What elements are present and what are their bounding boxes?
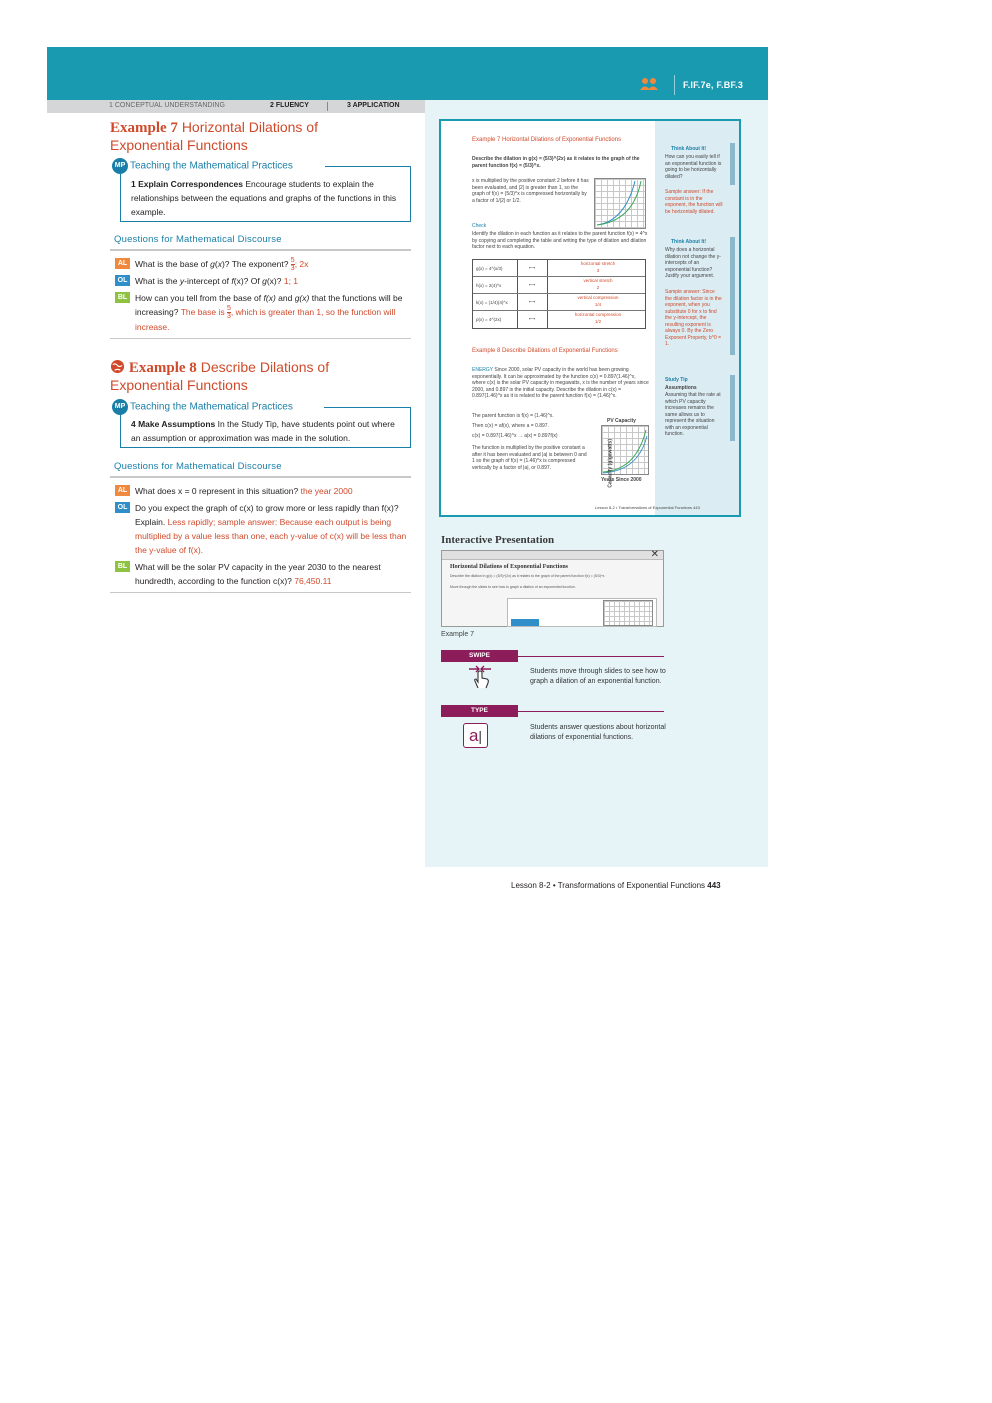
q-text: Do you expect the graph of c(x) to grow more or less rapidly than f(x)? Explain. bbox=[135, 503, 399, 527]
header-separator bbox=[674, 75, 675, 95]
q-var: y bbox=[179, 276, 185, 286]
footer-title: Transformations of Exponential Functions bbox=[557, 881, 708, 890]
slide-line1: Describe the dilation in g(x) = (5/3)^(2x) as it relates to the graph of the parent function f(x) = (5/3)^x. bbox=[450, 574, 606, 578]
ex7-curves bbox=[595, 179, 645, 228]
table-eq: p(x) = 4^(2x) bbox=[476, 317, 502, 322]
thumb-ex8-work3: c(x) = 0.897(1.46)^x → a|x| = 0.897f(x) bbox=[472, 433, 558, 439]
thumb-ex8-body: Since 2000, solar PV capacity in the world has been growing exponentially. It can be approximated by the function c(x) = 0.897(1.46)^x, where c(x) is the solar PV capacity in megawatts, x is the number of years since 2000, and 0.897 is the initial capacity. Describe the dilation in c(x) = 0.897(1.46)^x as it is related to the parent function f(x) = (1.46)^x. bbox=[472, 367, 649, 399]
tag-ol: OL bbox=[115, 502, 130, 513]
table-answer: vertical stretch bbox=[583, 278, 613, 283]
q-var: f bbox=[231, 276, 234, 286]
thumb-ex8-energy: ENERGY bbox=[472, 367, 494, 373]
example8-mp-bold: 4 Make Assumptions bbox=[131, 419, 216, 429]
arrow-icon: ⟷ bbox=[529, 282, 536, 287]
close-icon[interactable]: ✕ bbox=[650, 549, 659, 560]
level-separator bbox=[327, 102, 328, 111]
q-text: -intercept of bbox=[184, 276, 232, 286]
mp-badge-icon: MP bbox=[112, 158, 128, 174]
slide-line2: Move through the slides to see how to graph a dilation of an exponential function. bbox=[450, 585, 576, 589]
thumb-graph-title: PV Capacity bbox=[607, 418, 636, 424]
slide-titlebar bbox=[442, 551, 663, 560]
tag-bl: BL bbox=[115, 292, 130, 303]
q-var: g(x) bbox=[294, 293, 310, 303]
student-page-thumbnail bbox=[439, 119, 741, 517]
q-text: What does x = 0 represent in this situation? bbox=[135, 486, 301, 496]
level-1: 1 CONCEPTUAL UNDERSTANDING bbox=[109, 102, 225, 109]
table-row bbox=[473, 294, 645, 311]
divider bbox=[110, 338, 411, 339]
answer: 1; 1 bbox=[283, 276, 299, 286]
answer: the year 2000 bbox=[300, 486, 353, 496]
side-think1-head: Think About It! bbox=[671, 146, 707, 152]
thumb-ex8-body-block bbox=[472, 367, 650, 400]
table-eq: k(x) = (1/4)(4)^x bbox=[476, 300, 508, 305]
q-var: x bbox=[217, 259, 222, 269]
side-study-head: Study Tip bbox=[665, 377, 688, 383]
mp-rule-tick bbox=[410, 166, 411, 174]
table-factor: 1/4 bbox=[594, 302, 602, 307]
side-study-text: Assuming that the rate at which PV capacity increases remains the same allows us to represent the situation with an exponential function. bbox=[665, 392, 721, 437]
q-var: g bbox=[210, 259, 215, 269]
q-text: and bbox=[275, 293, 295, 303]
example7-mp-heading bbox=[112, 158, 293, 174]
divider bbox=[110, 592, 411, 593]
level-2: 2 FLUENCY bbox=[270, 102, 309, 109]
type-input-icon: a| bbox=[463, 723, 488, 748]
example7-label: Example 7 bbox=[110, 120, 178, 136]
table-factor: 1/2 bbox=[594, 319, 602, 324]
table-answer: horizontal compression bbox=[574, 312, 622, 317]
table-answer: vertical compression bbox=[577, 295, 619, 300]
thumb-ex7-body: x is multiplied by the positive constant 2 before it has been evaluated, and |2| is greater than 1, so the graph of f(x) = (5/3)^x is compressed horizontally by a factor of 1/|2| or 1/2. bbox=[472, 178, 589, 204]
group-icon bbox=[640, 77, 658, 91]
example8-question-ol bbox=[115, 501, 411, 557]
example8-mp-heading bbox=[112, 399, 293, 415]
q-text: What will be the solar PV capacity in the year 2030 to the nearest hundredth, according to the function c(x)? bbox=[135, 562, 381, 586]
fraction-denominator: 3 bbox=[227, 313, 231, 321]
example7-question-bl bbox=[115, 291, 411, 334]
interactive-presentation-title: Interactive Presentation bbox=[441, 534, 555, 546]
thumb-ex8-title: Example 8 Describe Dilations of Exponential Functions bbox=[472, 348, 618, 354]
slide-title: Horizontal Dilations of Exponential Functions bbox=[450, 564, 569, 570]
divider bbox=[110, 476, 411, 478]
divider bbox=[110, 249, 411, 251]
sidebar-bar bbox=[730, 143, 735, 185]
thumb-graph-xlabel: Years Since 2000 bbox=[601, 477, 642, 483]
example7-mp-box bbox=[120, 174, 411, 222]
answer: ; 2x bbox=[294, 259, 309, 269]
q-text: (x)? bbox=[266, 276, 284, 286]
type-label: TYPE bbox=[441, 705, 518, 717]
mp-rule bbox=[324, 407, 411, 408]
fraction-numerator: 5 bbox=[227, 305, 231, 313]
table-eq: h(x) = 2(4)^x bbox=[476, 283, 502, 288]
side-think1-a: Sample answer: If the constant is in the exponent, the function will be horizontally dilated. bbox=[665, 189, 723, 215]
thumb-graph-ylabel: Capacity (gigawatts) bbox=[607, 439, 614, 488]
tool-divider bbox=[518, 711, 664, 712]
example7-mp-text: Encourage students to explain the relationships between the equations and graphs of the functions in this example. bbox=[131, 179, 397, 217]
tag-al: AL bbox=[115, 485, 130, 496]
answer: , which is greater than 1, so the function will increase. bbox=[135, 307, 396, 333]
type-glyph: a bbox=[468, 726, 479, 745]
thumb-ex8-work2: Then c(x) = af(x), where a = 0.897. bbox=[472, 423, 549, 429]
example7-question-al bbox=[115, 257, 411, 272]
thumb-ex7-graph bbox=[594, 178, 646, 229]
tag-ol: OL bbox=[115, 275, 130, 286]
thumb-footer: Lesson 8-2 • Transformations of Exponential Functions 443 bbox=[595, 505, 700, 510]
footer-lesson: Lesson 8-2 bbox=[511, 881, 551, 890]
answer: 76,450.11 bbox=[294, 576, 332, 586]
q-text: )? The exponent? bbox=[221, 259, 291, 269]
type-description: Students answer questions about horizontal dilations of exponential functions. bbox=[530, 724, 666, 741]
arrow-icon: ⟷ bbox=[529, 316, 536, 321]
level-3: 3 APPLICATION bbox=[347, 102, 400, 109]
table-factor: 2 bbox=[596, 285, 600, 290]
table-eq: g(x) = 4^(x/3) bbox=[476, 266, 503, 271]
side-think2-q: Why does a horizontal dilation not change the y-intercepts of an exponential function? Justify your argument. bbox=[665, 247, 721, 279]
tool-divider bbox=[518, 656, 664, 657]
slide-graph bbox=[603, 600, 653, 626]
mp-rule-tick bbox=[410, 407, 411, 414]
footer-page-number: 443 bbox=[707, 881, 721, 890]
side-study-sub: Assumptions bbox=[665, 385, 697, 391]
swipe-description: Students move through slides to see how to graph a dilation of an exponential function. bbox=[530, 668, 666, 685]
example7-mp-heading-text: Teaching the Mathematical Practices bbox=[130, 160, 293, 172]
thumb-ex8-work4: The function is multiplied by the positive constant a after it has been evaluated and |a| is between 0 and 1 so the graph of f(x) = (1.46)^x is compressed vertically by a factor of |a|, or 0.897. bbox=[472, 445, 587, 471]
sidebar-bar bbox=[730, 237, 735, 355]
mp-badge-icon: MP bbox=[112, 399, 128, 415]
example8-title-line2: Exponential Functions bbox=[110, 377, 248, 393]
thumb-ex7-title: Example 7 Horizontal Dilations of Exponential Functions bbox=[472, 137, 622, 143]
example7-mp-bold: 1 Explain Correspondences bbox=[131, 179, 243, 189]
table-answer: horizontal stretch bbox=[580, 261, 616, 266]
thumb-check-text: Identify the dilation in each function as it relates to the parent function f(x) = 4^x by copying and completing the table and writing the type of dilation and dilation factor next to each equation. bbox=[472, 231, 648, 250]
q-text: What is the bbox=[135, 276, 180, 286]
page-footer bbox=[511, 881, 721, 890]
example7-question-ol bbox=[115, 274, 411, 288]
side-think1-q: How can you easily tell if an exponential function is going to be horizontally dilated? bbox=[665, 154, 722, 180]
example7-title-line1: Horizontal Dilations of bbox=[181, 119, 318, 135]
q-var: f(x) bbox=[263, 293, 276, 303]
q-text: (x)? Of bbox=[233, 276, 263, 286]
example8-qmd-heading: Questions for Mathematical Discourse bbox=[114, 461, 282, 472]
example7-qmd-heading: Questions for Mathematical Discourse bbox=[114, 234, 282, 245]
table-row bbox=[473, 260, 645, 277]
q-var: g bbox=[262, 276, 267, 286]
sidebar-bar bbox=[730, 375, 735, 441]
table-row bbox=[473, 311, 645, 328]
example8-mp-text: In the Study Tip, have students point out where an assumption or approximation was made in the solution. bbox=[131, 419, 395, 443]
table-factor: 3 bbox=[596, 268, 600, 273]
answer: The base is bbox=[180, 307, 227, 317]
example7-heading bbox=[110, 119, 318, 154]
swipe-label: SWIPE bbox=[441, 650, 518, 662]
side-think2-a: Sample answer: Since the dilation factor is in the exponent, when you substitute 0 for x to find the y-intercept, the resulting exponent is always 0. By the Zero Exponent Property, b^0 = 1. bbox=[665, 289, 722, 347]
slide-toolbar[interactable] bbox=[511, 619, 539, 626]
q-text: How can you tell from the base of bbox=[135, 293, 264, 303]
tag-bl: BL bbox=[115, 561, 130, 572]
example8-label: Example 8 bbox=[128, 360, 197, 376]
thumb-check-label: Check bbox=[472, 223, 487, 229]
thumb-ex8-work1: The parent function is f(x) = (1.46)^x. bbox=[472, 413, 554, 419]
answer: Less rapidly; sample answer: Because each output is being multiplied by a value less than one, each y-value of c(x) will be less than the y-value of f(x). bbox=[135, 517, 407, 555]
q-text: ( bbox=[214, 259, 218, 269]
example8-mp-heading-text: Teaching the Mathematical Practices bbox=[130, 401, 293, 413]
example8-mp-box bbox=[120, 414, 411, 448]
example8-heading bbox=[110, 359, 329, 394]
interactive-slide-preview[interactable] bbox=[441, 550, 664, 627]
globe-icon bbox=[110, 359, 125, 374]
thumb-check-table bbox=[472, 259, 646, 329]
example8-title-line1: Describe Dilations of bbox=[200, 359, 330, 375]
standards-label: F.IF.7e, F.BF.3 bbox=[683, 80, 744, 90]
level-bar bbox=[47, 100, 425, 113]
thumb-ex7-prompt: Describe the dilation in g(x) = (5/3)^(2x) as it relates to the graph of the parent function f(x) = (5/3)^x. bbox=[472, 156, 640, 169]
footer-bullet: • bbox=[550, 881, 558, 890]
arrow-icon: ⟷ bbox=[529, 265, 536, 270]
mp-rule bbox=[325, 166, 411, 167]
tag-al: AL bbox=[115, 258, 130, 269]
interactive-caption: Example 7 bbox=[441, 631, 475, 638]
example8-question-bl bbox=[115, 560, 411, 588]
q-text: What is the base of bbox=[135, 259, 211, 269]
header-bar bbox=[47, 47, 768, 100]
arrow-icon: ⟷ bbox=[529, 299, 536, 304]
table-row bbox=[473, 277, 645, 294]
slide-graph-area bbox=[507, 598, 657, 627]
q-text: that the functions will be increasing? bbox=[135, 293, 403, 317]
example8-question-al bbox=[115, 484, 411, 498]
fraction-denominator: 3 bbox=[290, 265, 295, 273]
example7-title-line2: Exponential Functions bbox=[110, 137, 248, 153]
fraction-numerator: 5 bbox=[290, 257, 295, 265]
side-think2-head: Think About It! bbox=[671, 239, 707, 245]
swipe-hand-icon bbox=[467, 664, 493, 690]
